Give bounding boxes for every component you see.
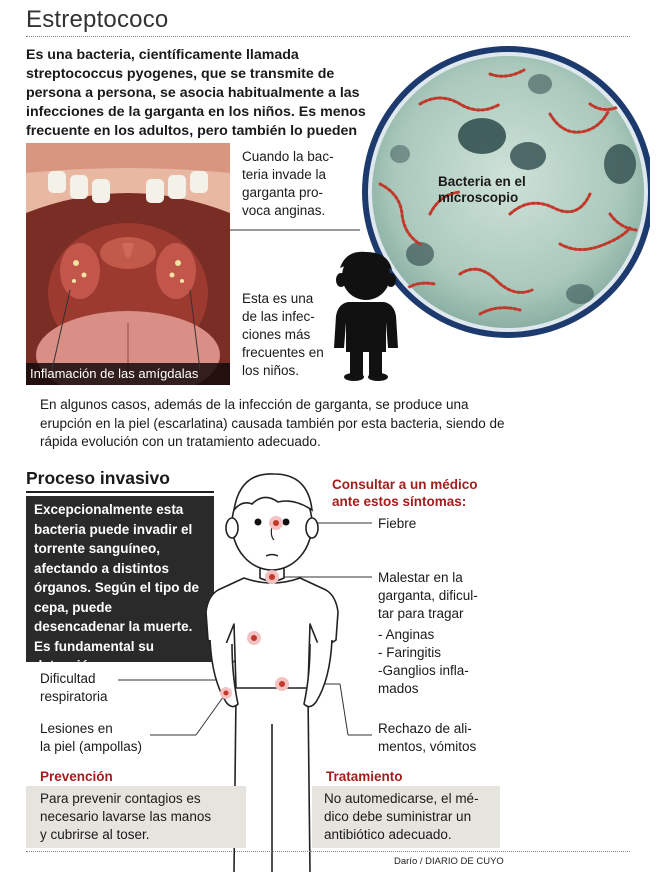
child-text: Esta es una de las infec- ciones más frecuentes en los niños. [242,291,324,378]
symptom-breathing: Dificultad respiratoria [40,671,108,704]
bottom-divider [26,851,630,852]
symptom-skin: Lesiones en la piel (ampollas) [40,721,143,754]
scarlet-fever-paragraph: En algunos casos, además de la infección de garganta, se produce una erupción en la piel (escarlatina) causada también por esta bacteria, siendo de rápida evolución con un tratamiento adecuado. [40,397,505,449]
prevention-box: Para prevenir contagios es necesario lavarse las manos y cubrirse al toser. [26,786,246,848]
intro-text: Es una bacteria, científicamente llamada streptococcus pyogenes, que se transmite de persona a persona, se asocia habitualmente a las infecciones de la garganta en los niños. Es menos frecuente en los adultos, pero también lo pueden [26,47,366,139]
page-title: Estreptococo [26,6,169,33]
symptom-list: - Anginas - Faringitis -Ganglios infla- mados [378,627,469,696]
microscope-label: Bacteria en el microscopio [438,174,526,205]
symptoms-title: Consultar a un médico ante estos síntomas: [332,477,478,509]
credit: Darío / DIARIO DE CUYO [394,856,504,867]
treatment-box: No automedicarse, el mé- dico debe suministrar un antibiótico adecuado. [312,786,500,848]
process-divider [26,491,214,493]
process-title: Proceso invasivo [26,468,170,488]
symptom-food: Rechazo de ali- mentos, vómitos [378,721,477,754]
process-box: Excepcionalmente esta bacteria puede invadir el torrente sanguíneo, afectando a distintos órganos. Según el tipo de cepa, puede desencadenar la muerte. Es fundamental su detección precoz. [26,496,214,662]
child-silhouette-icon [330,250,400,382]
prevention-title: Prevención [40,769,113,784]
symptom-fever: Fiebre [378,516,417,531]
throat-text: Cuando la bac- teria invade la garganta pro- voca anginas. [242,149,334,218]
treatment-title: Tratamiento [326,769,403,784]
symptom-throat: Malestar en la garganta, dificul- tar para tragar [378,570,478,621]
photo-caption: Inflamación de las amígdalas [26,363,230,385]
